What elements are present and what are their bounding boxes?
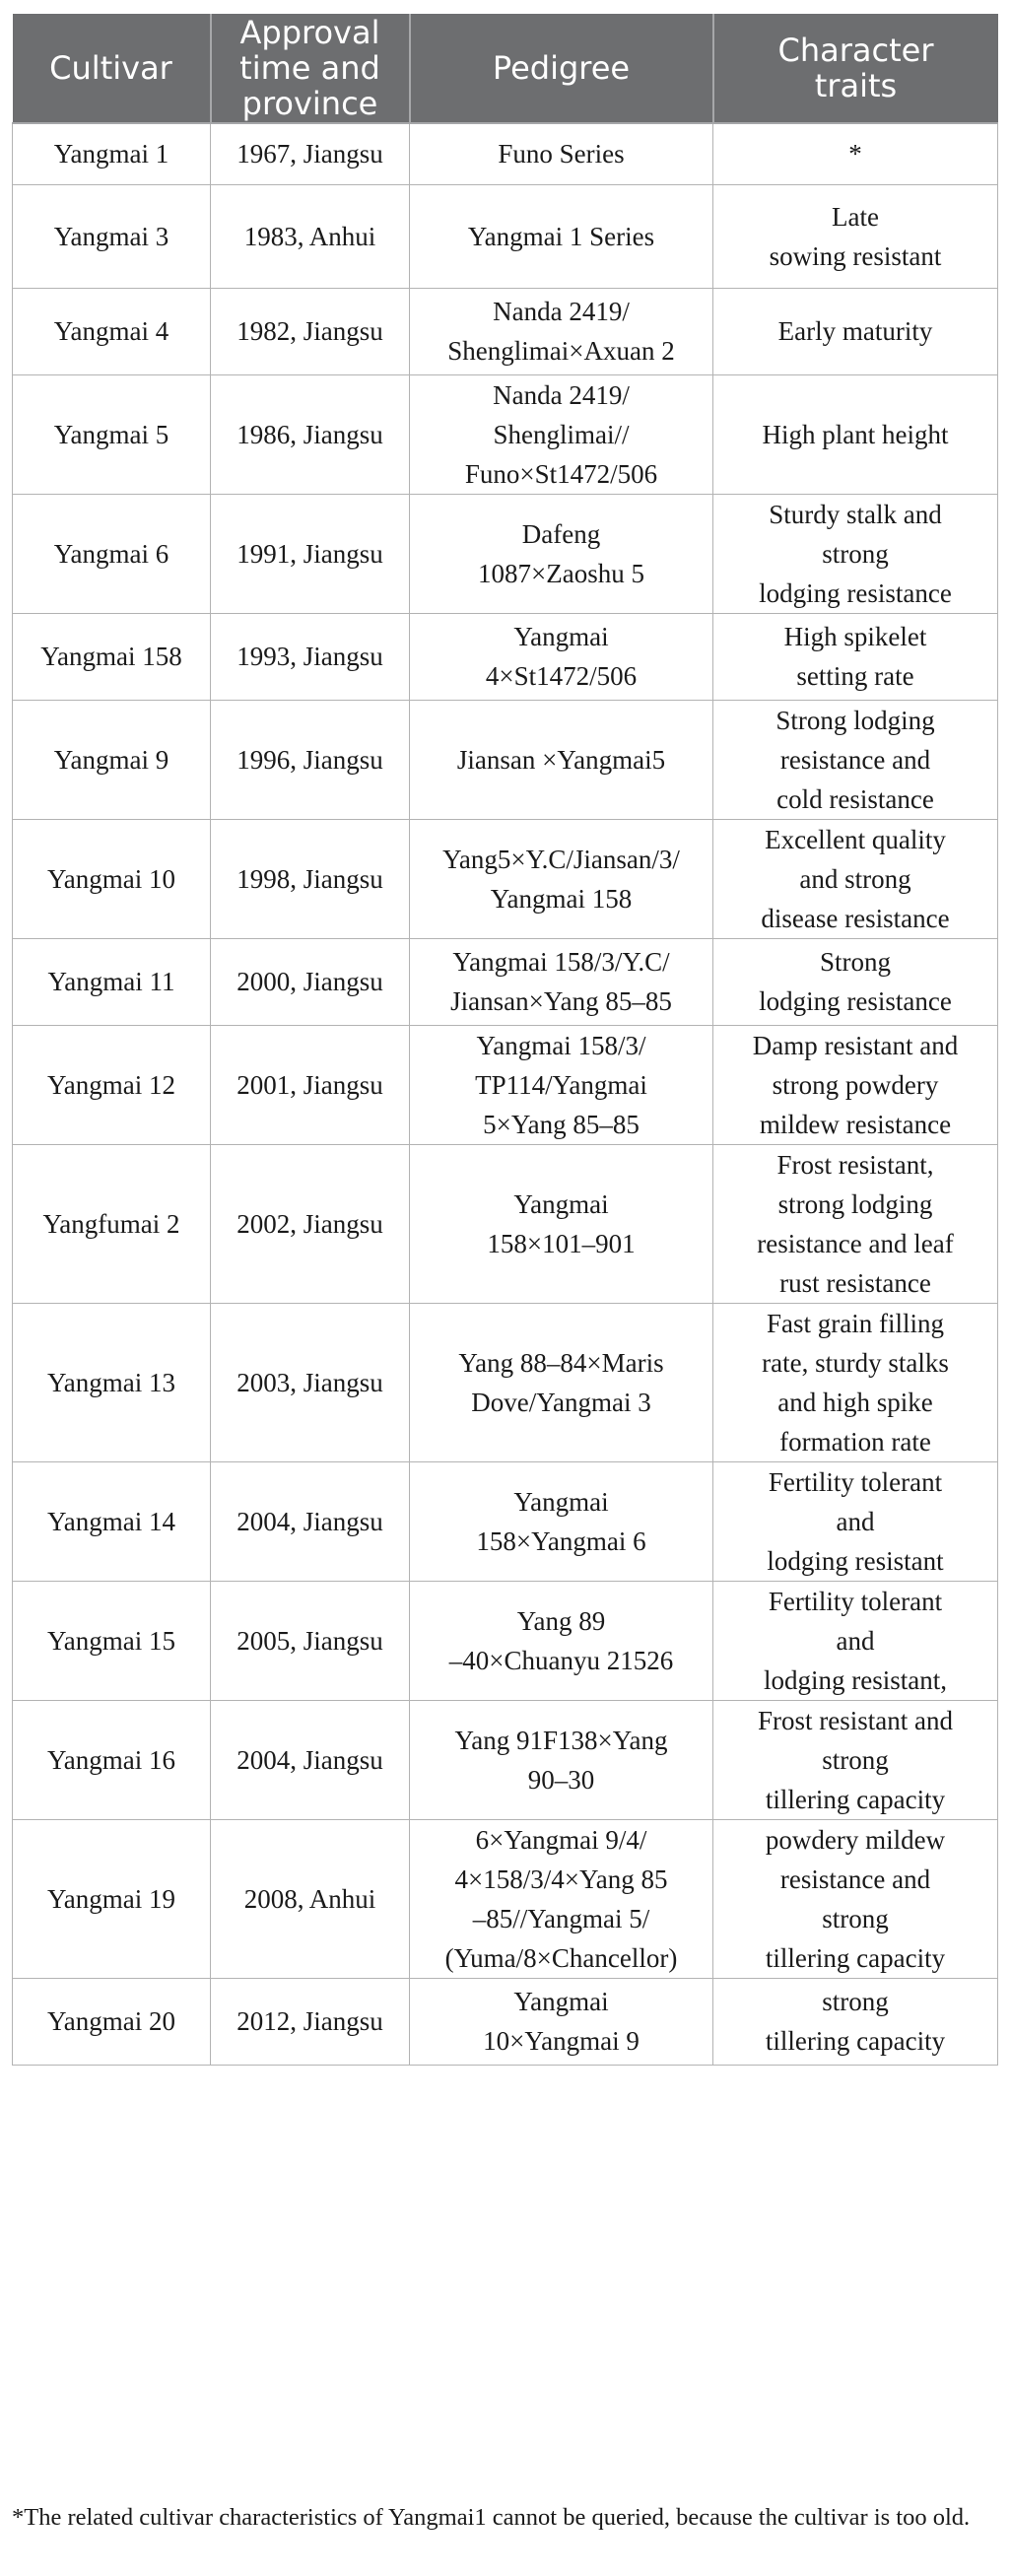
cell-cultivar: Yangmai 20 xyxy=(13,1978,211,2065)
cell-pedigree: 6×Yangmai 9/4/ 4×158/3/4×Yang 85 –85//Yangmai 5/ (Yuma/8×Chancellor) xyxy=(410,1819,713,1978)
cell-pedigree: Funo Series xyxy=(410,123,713,184)
cell-approval: 2008, Anhui xyxy=(211,1819,410,1978)
cell-approval: 1986, Jiangsu xyxy=(211,374,410,494)
cell-pedigree: Yang 91F138×Yang 90–30 xyxy=(410,1700,713,1819)
header-traits: Character traits xyxy=(713,14,998,123)
header-cultivar: Cultivar xyxy=(13,14,211,123)
table-row xyxy=(13,613,998,700)
cultivar-table xyxy=(12,14,998,2066)
cell-pedigree: Yang5×Y.C/Jiansan/3/ Yangmai 158 xyxy=(410,819,713,938)
cell-cultivar: Yangmai 10 xyxy=(13,819,211,938)
cell-traits: Damp resistant and strong powdery mildew resistance xyxy=(713,1025,998,1144)
table-row xyxy=(13,1144,998,1303)
cell-pedigree: Jiansan ×Yangmai5 xyxy=(410,700,713,819)
cell-approval: 1996, Jiangsu xyxy=(211,700,410,819)
cell-cultivar: Yangmai 9 xyxy=(13,700,211,819)
cell-approval: 2001, Jiangsu xyxy=(211,1025,410,1144)
table-row xyxy=(13,374,998,494)
cell-approval: 1967, Jiangsu xyxy=(211,123,410,184)
cell-pedigree: Yangmai 158×101–901 xyxy=(410,1144,713,1303)
cell-traits: * xyxy=(713,123,998,184)
cell-cultivar: Yangmai 19 xyxy=(13,1819,211,1978)
table-row xyxy=(13,123,998,184)
cell-traits: Frost resistant, strong lodging resistance and leaf rust resistance xyxy=(713,1144,998,1303)
cell-cultivar: Yangmai 14 xyxy=(13,1461,211,1581)
table-row xyxy=(13,184,998,288)
cell-traits: powdery mildew resistance and strong tillering capacity xyxy=(713,1819,998,1978)
cell-traits: Excellent quality and strong disease resistance xyxy=(713,819,998,938)
cell-approval: 2005, Jiangsu xyxy=(211,1581,410,1700)
table-row xyxy=(13,1978,998,2065)
cultivar-table-container xyxy=(12,14,997,2066)
table-header xyxy=(13,14,998,123)
cell-cultivar: Yangmai 13 xyxy=(13,1303,211,1461)
cell-traits: High spikelet setting rate xyxy=(713,613,998,700)
cell-approval: 2003, Jiangsu xyxy=(211,1303,410,1461)
table-row xyxy=(13,1461,998,1581)
cell-cultivar: Yangmai 6 xyxy=(13,494,211,613)
cell-cultivar: Yangmai 1 xyxy=(13,123,211,184)
cell-traits: Sturdy stalk and strong lodging resistance xyxy=(713,494,998,613)
cell-cultivar: Yangmai 16 xyxy=(13,1700,211,1819)
cell-cultivar: Yangmai 15 xyxy=(13,1581,211,1700)
cell-pedigree: Nanda 2419/ Shenglimai// Funo×St1472/506 xyxy=(410,374,713,494)
cell-pedigree: Yangmai 4×St1472/506 xyxy=(410,613,713,700)
cell-cultivar: Yangmai 158 xyxy=(13,613,211,700)
table-row xyxy=(13,1700,998,1819)
cell-traits: Strong lodging resistance and cold resistance xyxy=(713,700,998,819)
cell-cultivar: Yangmai 5 xyxy=(13,374,211,494)
cell-cultivar: Yangfumai 2 xyxy=(13,1144,211,1303)
cell-traits: Strong lodging resistance xyxy=(713,938,998,1025)
cell-cultivar: Yangmai 3 xyxy=(13,184,211,288)
cell-approval: 2004, Jiangsu xyxy=(211,1700,410,1819)
cell-traits: Fertility tolerant and lodging resistant, xyxy=(713,1581,998,1700)
cell-traits: Fertility tolerant and lodging resistant xyxy=(713,1461,998,1581)
table-row xyxy=(13,1581,998,1700)
header-approval: Approval time and province xyxy=(211,14,410,123)
cell-approval: 2004, Jiangsu xyxy=(211,1461,410,1581)
cell-approval: 1993, Jiangsu xyxy=(211,613,410,700)
table-footnote: *The related cultivar characteristics of Yangmai1 cannot be queried, because the cultivar is too old. xyxy=(12,2504,971,2531)
cell-approval: 1991, Jiangsu xyxy=(211,494,410,613)
table-row xyxy=(13,1819,998,1978)
cell-approval: 1998, Jiangsu xyxy=(211,819,410,938)
cell-traits: strong tillering capacity xyxy=(713,1978,998,2065)
table-row xyxy=(13,288,998,374)
cell-approval: 1983, Anhui xyxy=(211,184,410,288)
table-row xyxy=(13,819,998,938)
cell-pedigree: Yangmai 158/3/Y.C/ Jiansan×Yang 85–85 xyxy=(410,938,713,1025)
cell-pedigree: Yang 88–84×Maris Dove/Yangmai 3 xyxy=(410,1303,713,1461)
cell-pedigree: Yangmai 158/3/ TP114/Yangmai 5×Yang 85–85 xyxy=(410,1025,713,1144)
cell-cultivar: Yangmai 11 xyxy=(13,938,211,1025)
cell-traits: Late sowing resistant xyxy=(713,184,998,288)
cell-pedigree: Dafeng 1087×Zaoshu 5 xyxy=(410,494,713,613)
table-row xyxy=(13,938,998,1025)
table-row xyxy=(13,494,998,613)
table-body xyxy=(13,123,998,2065)
cell-pedigree: Yangmai 1 Series xyxy=(410,184,713,288)
table-row xyxy=(13,1303,998,1461)
table-row xyxy=(13,700,998,819)
cell-pedigree: Yangmai 158×Yangmai 6 xyxy=(410,1461,713,1581)
cell-cultivar: Yangmai 4 xyxy=(13,288,211,374)
cell-traits: Fast grain filling rate, sturdy stalks and high spike formation rate xyxy=(713,1303,998,1461)
header-row xyxy=(13,14,998,123)
cell-approval: 1982, Jiangsu xyxy=(211,288,410,374)
cell-traits: High plant height xyxy=(713,374,998,494)
cell-traits: Early maturity xyxy=(713,288,998,374)
cell-pedigree: Nanda 2419/ Shenglimai×Axuan 2 xyxy=(410,288,713,374)
table-row xyxy=(13,1025,998,1144)
cell-approval: 2002, Jiangsu xyxy=(211,1144,410,1303)
cell-pedigree: Yang 89 –40×Chuanyu 21526 xyxy=(410,1581,713,1700)
cell-cultivar: Yangmai 12 xyxy=(13,1025,211,1144)
header-pedigree: Pedigree xyxy=(410,14,713,123)
cell-traits: Frost resistant and strong tillering capacity xyxy=(713,1700,998,1819)
cell-pedigree: Yangmai 10×Yangmai 9 xyxy=(410,1978,713,2065)
cell-approval: 2000, Jiangsu xyxy=(211,938,410,1025)
cell-approval: 2012, Jiangsu xyxy=(211,1978,410,2065)
